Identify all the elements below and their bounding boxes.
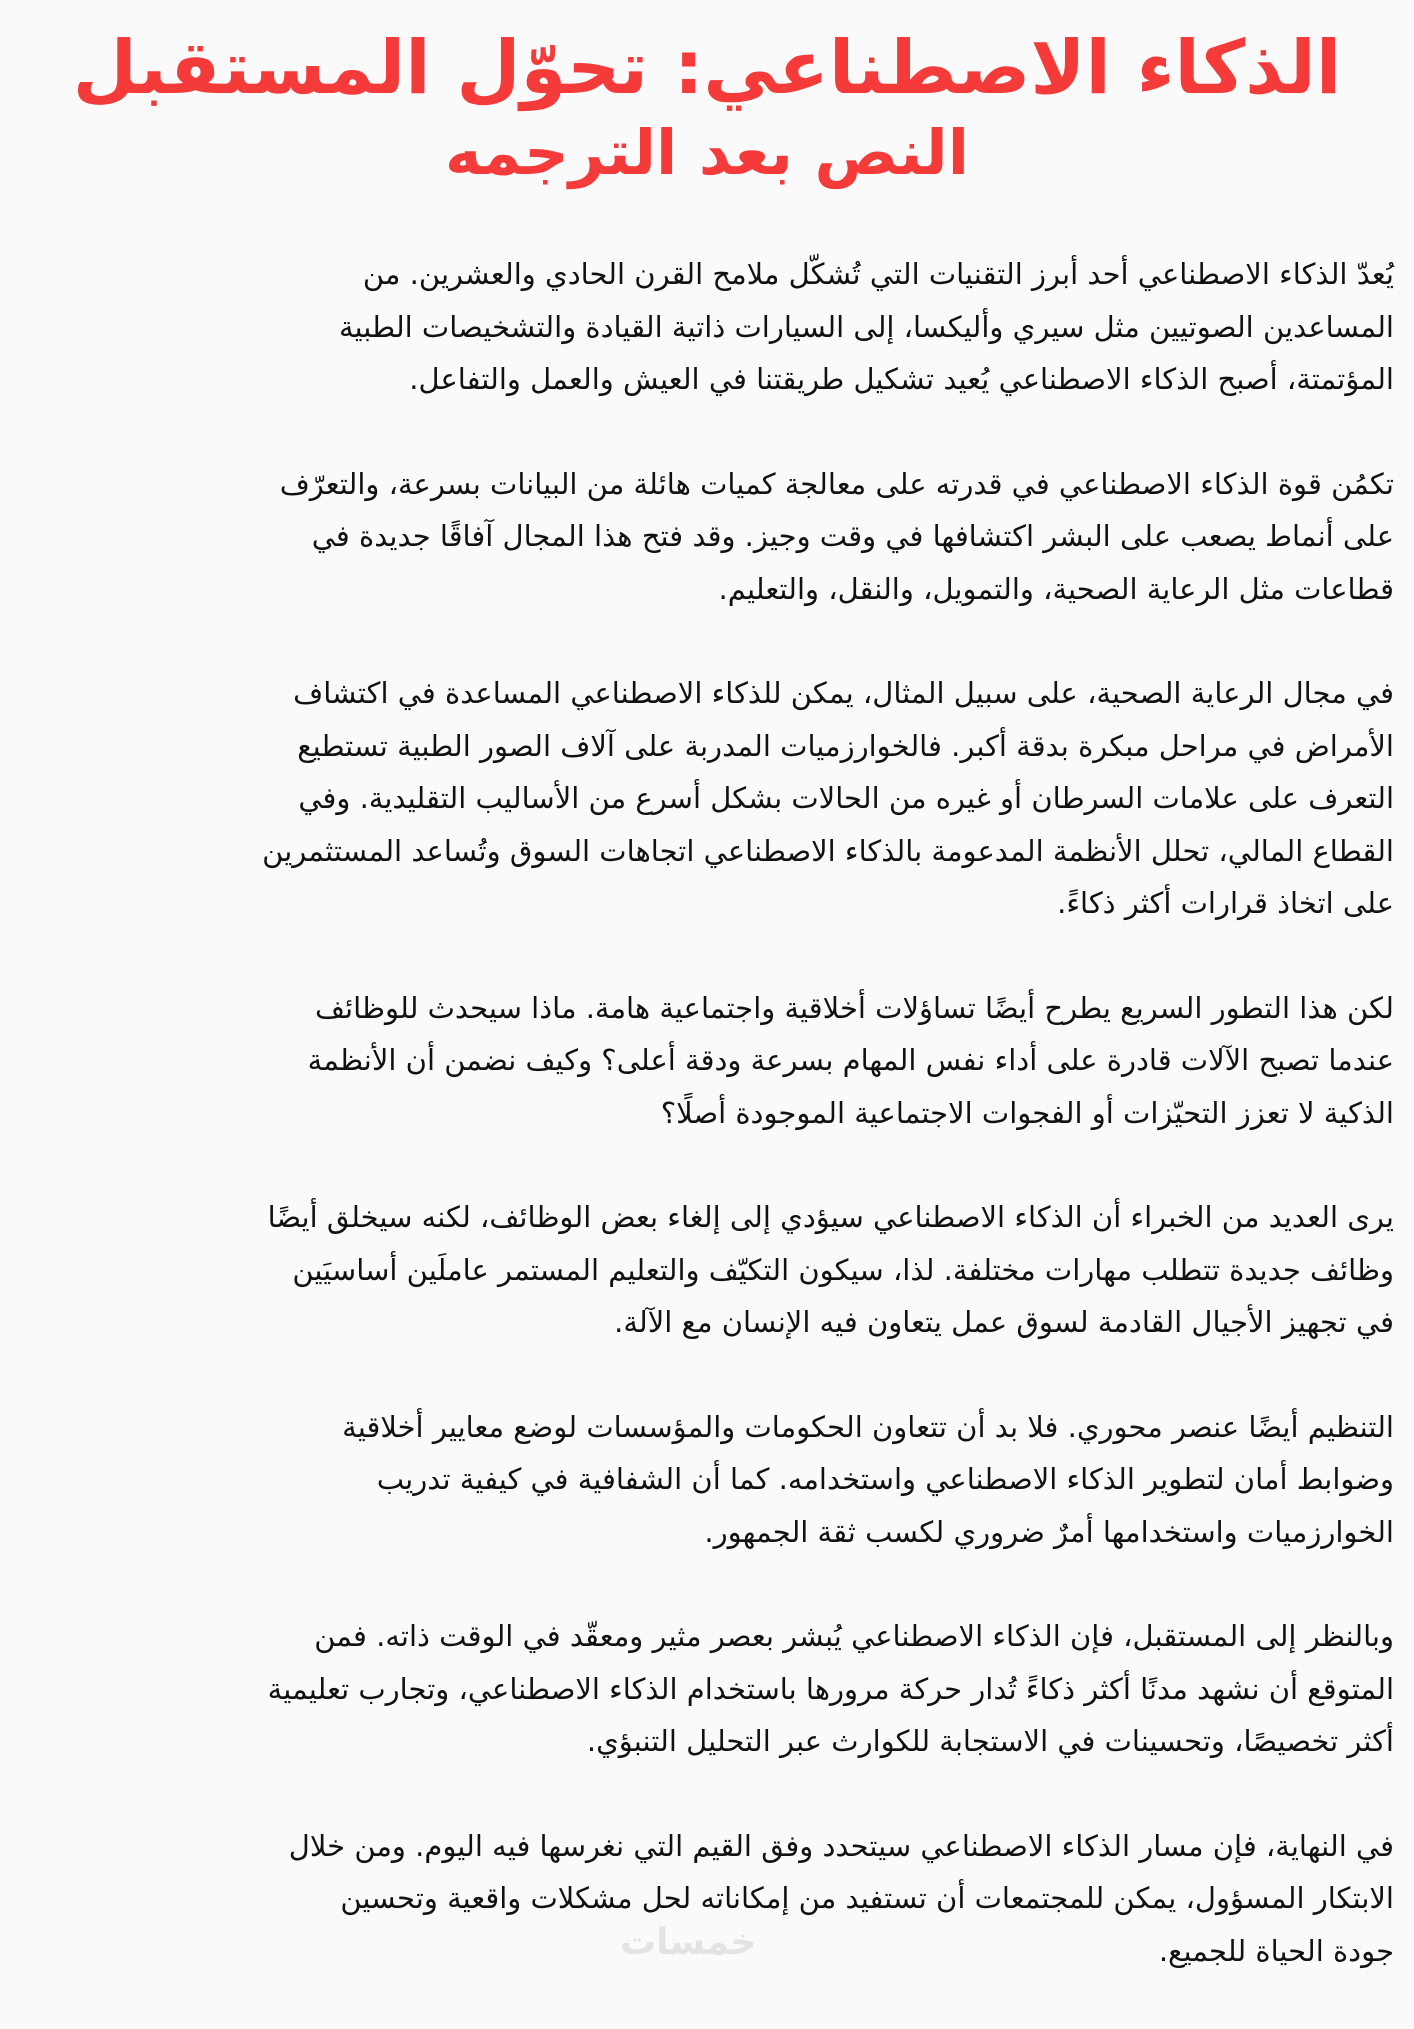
paragraph-line: وضوابط أمان لتطوير الذكاء الاصطناعي واستخدامه. كما أن الشفافية في كيفية تدريب bbox=[376, 1462, 1394, 1496]
paragraph-line: القطاع المالي، تحلل الأنظمة المدعومة بالذكاء الاصطناعي اتجاهات السوق وتُساعد المستثمرين bbox=[262, 833, 1394, 868]
paragraph-line: في تجهيز الأجيال القادمة لسوق عمل يتعاون فيه الإنسان مع الآلة. bbox=[614, 1305, 1394, 1339]
paragraph bbox=[18, 1610, 1394, 1768]
paragraph-line: وبالنظر إلى المستقبل، فإن الذكاء الاصطناعي يُبشر بعصر مثير ومعقّد في الوقت ذاته. فمن bbox=[314, 1619, 1394, 1653]
paragraph-line: قطاعات مثل الرعاية الصحية، والتمويل، والنقل، والتعليم. bbox=[718, 571, 1394, 606]
paragraph-line: التعرف على علامات السرطان أو غيره من الحالات بشكل أسرع من الأساليب التقليدية. وفي bbox=[298, 781, 1394, 815]
paragraph-line: تكمُن قوة الذكاء الاصطناعي في قدرته على معالجة كميات هائلة من البيانات بسرعة، والتعرّف bbox=[279, 466, 1394, 501]
paragraph-line: أكثر تخصيصًا، وتحسينات في الاستجابة للكوارث عبر التحليل التنبؤي. bbox=[586, 1724, 1394, 1758]
paragraph-line: جودة الحياة للجميع. bbox=[1158, 1933, 1394, 1968]
paragraph bbox=[18, 1401, 1394, 1559]
paragraph-line: في مجال الرعاية الصحية، على سبيل المثال، يمكن للذكاء الاصطناعي المساعدة في اكتشاف bbox=[293, 676, 1394, 710]
paragraph-line: يرى العديد من الخبراء أن الذكاء الاصطناعي سيؤدي إلى إلغاء بعض الوظائف، لكنه سيخلق أيضًا bbox=[267, 1200, 1394, 1234]
paragraph-line: التنظيم أيضًا عنصر محوري. فلا بد أن تتعاون الحكومات والمؤسسات لوضع معايير أخلاقية bbox=[342, 1409, 1394, 1444]
paragraph-line: يُعدّ الذكاء الاصطناعي أحد أبرز التقنيات التي تُشكّل ملامح القرن الحادي والعشرين. من bbox=[362, 257, 1394, 291]
paragraph-line: المساعدين الصوتيين مثل سيري وأليكسا، إلى السيارات ذاتية القيادة والتشخيصات الطبية bbox=[338, 309, 1394, 344]
paragraph-line: الأمراض في مراحل مبكرة بدقة أكبر. فالخوارزميات المدربة على آلاف الصور الطبية تستطيع bbox=[297, 728, 1394, 763]
paragraph-line: وظائف جديدة تتطلب مهارات مختلفة. لذا، سيكون التكيّف والتعليم المستمر عاملَين أساسيَين bbox=[292, 1252, 1394, 1287]
paragraph-line: المؤتمتة، أصبح الذكاء الاصطناعي يُعيد تشكيل طريقتنا في العيش والعمل والتفاعل. bbox=[409, 362, 1394, 396]
paragraph bbox=[18, 248, 1394, 406]
paragraph bbox=[18, 982, 1394, 1140]
paragraph-line: على أنماط يصعب على البشر اكتشافها في وقت وجيز. وقد فتح هذا المجال آفاقًا جديدة في bbox=[311, 519, 1394, 553]
paragraph-line: في النهاية، فإن مسار الذكاء الاصطناعي سيتحدد وفق القيم التي نغرسها فيه اليوم. ومن خلال bbox=[288, 1828, 1394, 1863]
paragraph-line: عندما تصبح الآلات قادرة على أداء نفس المهام بسرعة ودقة أعلى؟ وكيف نضمن أن الأنظمة bbox=[307, 1043, 1394, 1077]
article-body bbox=[18, 248, 1394, 2029]
paragraph-line: الذكية لا تعزز التحيّزات أو الفجوات الاجتماعية الموجودة أصلًا؟ bbox=[660, 1095, 1394, 1130]
paragraph-line: على اتخاذ قرارات أكثر ذكاءً. bbox=[1057, 886, 1394, 920]
paragraph-line: لكن هذا التطور السريع يطرح أيضًا تساؤلات أخلاقية واجتماعية هامة. ماذا سيحدث للوظائف bbox=[314, 990, 1394, 1025]
page-title: الذكاء الاصطناعي: تحوّل المستقبل bbox=[72, 25, 1342, 111]
paragraph-line: الابتكار المسؤول، يمكن للمجتمعات أن تستفيد من إمكاناته لحل مشكلات واقعية وتحسين bbox=[340, 1881, 1394, 1915]
paragraph-line: الخوارزميات واستخدامها أمرٌ ضروري لكسب ثقة الجمهور. bbox=[704, 1514, 1394, 1549]
paragraph bbox=[18, 1191, 1394, 1349]
page-subtitle: النص بعد الترجمه bbox=[445, 116, 969, 189]
paragraph-line: المتوقع أن نشهد مدنًا أكثر ذكاءً تُدار حركة مرورها باستخدام الذكاء الاصطناعي، وتجارب تعليمية bbox=[267, 1671, 1394, 1706]
paragraph bbox=[18, 458, 1394, 616]
paragraph bbox=[18, 667, 1394, 930]
watermark: خمسات bbox=[620, 1922, 757, 1963]
